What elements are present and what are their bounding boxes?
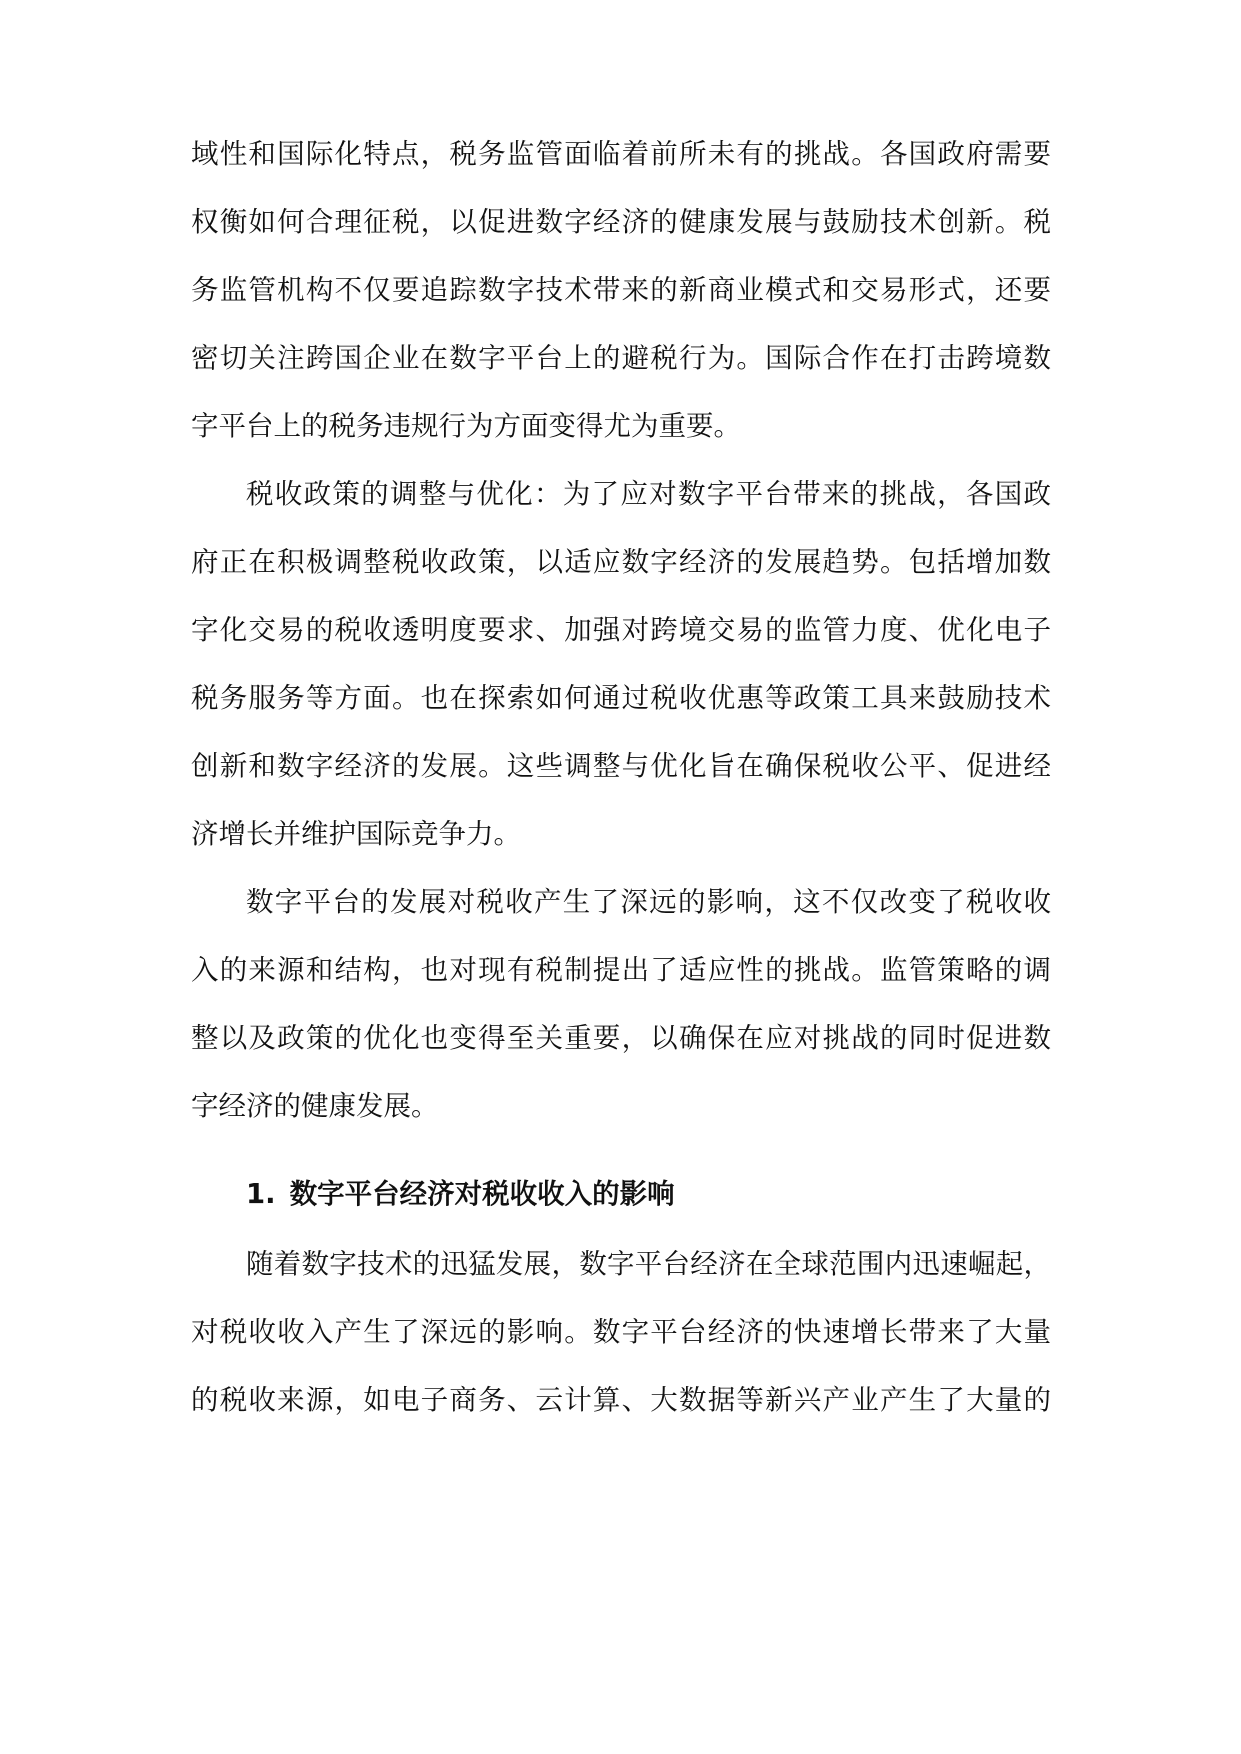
- paragraph-3-line-1: 数字平台的发展对税收产生了深远的影响，这不仅改变了税收收: [246, 886, 1051, 918]
- section-heading: [246, 1176, 675, 1212]
- paragraph-1-line-2: 权衡如何合理征税，以促进数字经济的健康发展与鼓励技术创新。税: [191, 206, 1051, 238]
- paragraph-2-line-1: 税收政策的调整与优化：为了应对数字平台带来的挑战，各国政: [246, 478, 1051, 510]
- paragraph-4-line-1: 随着数字技术的迅猛发展，数字平台经济在全球范围内迅速崛起，: [246, 1248, 1051, 1280]
- section-heading-number: 1.: [246, 1178, 276, 1210]
- paragraph-2-line-2: 府正在积极调整税收政策，以适应数字经济的发展趋势。包括增加数: [191, 546, 1051, 578]
- paragraph-2-line-6: 济增长并维护国际竞争力。: [191, 818, 521, 850]
- paragraph-3-line-2: 入的来源和结构，也对现有税制提出了适应性的挑战。监管策略的调: [191, 954, 1051, 986]
- section-heading-title: 数字平台经济对税收收入的影响: [289, 1178, 675, 1210]
- paragraph-1-line-4: 密切关注跨国企业在数字平台上的避税行为。国际合作在打击跨境数: [191, 342, 1051, 374]
- paragraph-2-line-3: 字化交易的税收透明度要求、加强对跨境交易的监管力度、优化电子: [191, 614, 1051, 646]
- paragraph-1-line-3: 务监管机构不仅要追踪数字技术带来的新商业模式和交易形式，还要: [191, 274, 1051, 306]
- paragraph-4-line-2: 对税收收入产生了深远的影响。数字平台经济的快速增长带来了大量: [191, 1316, 1051, 1348]
- paragraph-3-line-4: 字经济的健康发展。: [191, 1090, 439, 1122]
- paragraph-1-line-1: 域性和国际化特点，税务监管面临着前所未有的挑战。各国政府需要: [191, 138, 1051, 170]
- paragraph-2-line-4: 税务服务等方面。也在探索如何通过税收优惠等政策工具来鼓励技术: [191, 682, 1051, 714]
- paragraph-1-line-5: 字平台上的税务违规行为方面变得尤为重要。: [191, 410, 741, 442]
- paragraph-4-line-3: 的税收来源，如电子商务、云计算、大数据等新兴产业产生了大量的: [191, 1384, 1051, 1416]
- paragraph-2-line-5: 创新和数字经济的发展。这些调整与优化旨在确保税收公平、促进经: [191, 750, 1051, 782]
- paragraph-3-line-3: 整以及政策的优化也变得至关重要，以确保在应对挑战的同时促进数: [191, 1022, 1051, 1054]
